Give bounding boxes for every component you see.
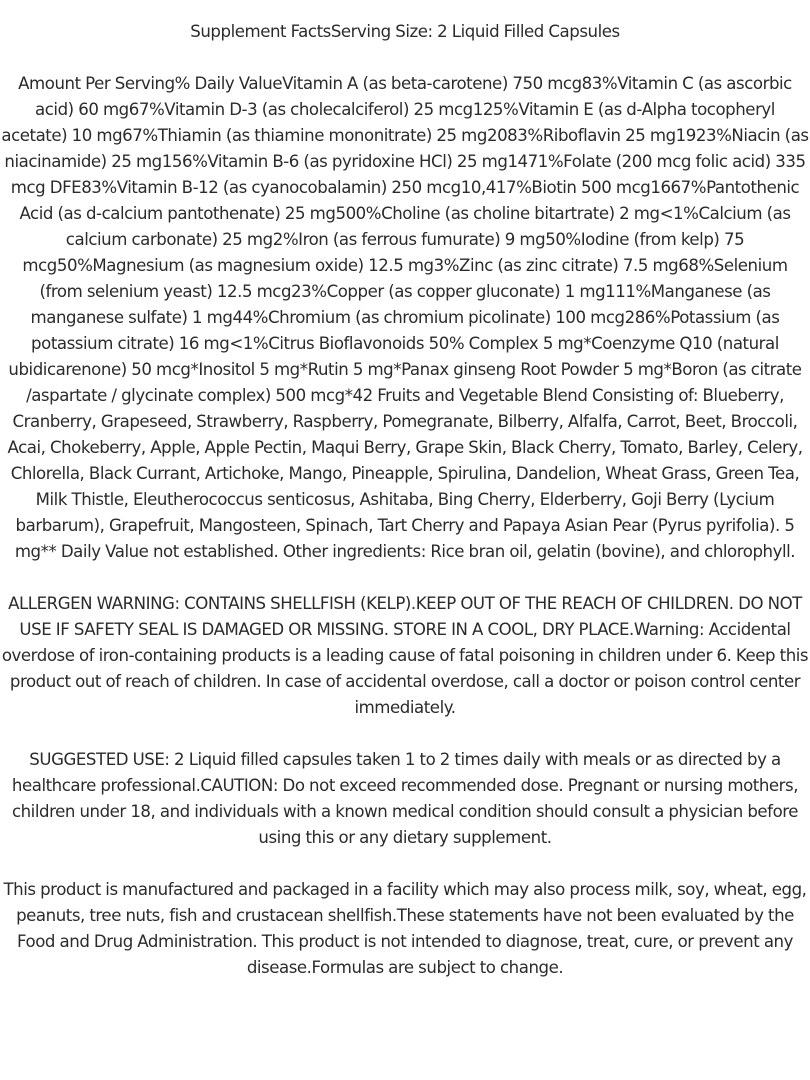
disclaimer: This product is manufactured and packaged in a facility which may also process milk, soy, wheat, egg, peanuts, tree nuts, fish and crustacean shellfish.These statements have not been evaluated by the Food and Drug Administration. This product is not intended to diagnose, treat, cure, or prevent any disease.Formulas are subject to change. (3, 880, 807, 977)
allergen-warning: ALLERGEN WARNING: CONTAINS SHELLFISH (KELP).KEEP OUT OF THE REACH OF CHILDREN. DO NOT USE IF SAFETY SEAL IS DAMAGED OR MISSING. STORE IN A COOL, DRY PLACE.Warning: Accidental overdose of iron-containing products is a leading cause of fatal poisoning in children under 6. Keep this product out of reach of children. In case of accidental overdose, call a doctor or poison control center immediately. (1, 594, 809, 717)
suggested-use: SUGGESTED USE: 2 Liquid filled capsules taken 1 to 2 times daily with meals or as directed by a healthcare professional.CAUTION: Do not exceed recommended dose. Pregnant or nursing mothers, children under 18, and individuals with a known medical condition should consult a physician before using this or any dietary supplement. (11, 750, 799, 847)
supplement-facts-title: Supplement FactsServing Size: 2 Liquid Filled Capsules (190, 22, 620, 41)
supplement-facts-list: Amount Per Serving% Daily ValueVitamin A (as beta-carotene) 750 mcg83%Vitamin C (as ascorbic acid) 60 mg67%Vitamin D-3 (as cholecalciferol) 25 mcg125%Vitamin E (as d-Alpha tocopheryl acetate) 10 mg67%Thiamin (as thiamine mononitrate) 25 mg2083%Riboflavin 25 mg1923%Niacin (as niacinamide) 25 mg156%Vitamin B-6 (as pyridoxine HCl) 25 mg1471%Folate (200 mcg folic acid) 335 mcg DFE83%Vitamin B-12 (as cyanocobalamin) 250 mcg10,417%Biotin 500 mcg1667%Pantothenic Acid (as d-calcium pantothenate) 25 mg500%Choline (as choline bitartrate) 2 mg<1%Calcium (as calcium carbonate) 25 mg2%Iron (as ferrous fumurate) 9 mg50%Iodine (from kelp) 75 mcg50%Magnesium (as magnesium oxide) 12.5 mg3%Zinc (as zinc citrate) 7.5 mg68%Selenium (from selenium yeast) 12.5 mcg23%Copper (as copper gluconate) 1 mg111%Manganese (as manganese sulfate) 1 mg44%Chromium (as chromium picolinate) 100 mcg286%Potassium (as potassium citrate) 16 mg<1%Citrus Bioflavonoids 50% Complex 5 mg*Coenzyme Q10 (natural ubidicarenone) 50 mcg*Inositol 5 mg*Rutin 5 mg*Panax ginseng Root Powder 5 mg*Boron (as citrate /aspartate / glycinate complex) 500 mcg*42 Fruits and Vegetable Blend Consisting of: Blueberry, Cranberry, Grapeseed, Strawberry, Raspberry, Pomegranate, Bilberry, Alfalfa, Carrot, Beet, Broccoli, Acai, Chokeberry, Apple, Apple Pectin, Maqui Berry, Grape Skin, Black Cherry, Tomato, Barley, Celery, Chlorella, Black Currant, Artichoke, Mango, Pineapple, Spirulina, Dandelion, Wheat Grass, Green Tea, Milk Thistle, Eleutherococcus senticosus, Ashitaba, Bing Cherry, Elderberry, Goji Berry (Lycium barbarum), Grapefruit, Mangosteen, Spinach, Tart Cherry and Papaya Asian Pear (Pyrus pyrifolia). 5 mg** Daily Value not established. Other ingredients: Rice bran oil, gelatin (bovine), and chlorophyll. (1, 74, 809, 561)
